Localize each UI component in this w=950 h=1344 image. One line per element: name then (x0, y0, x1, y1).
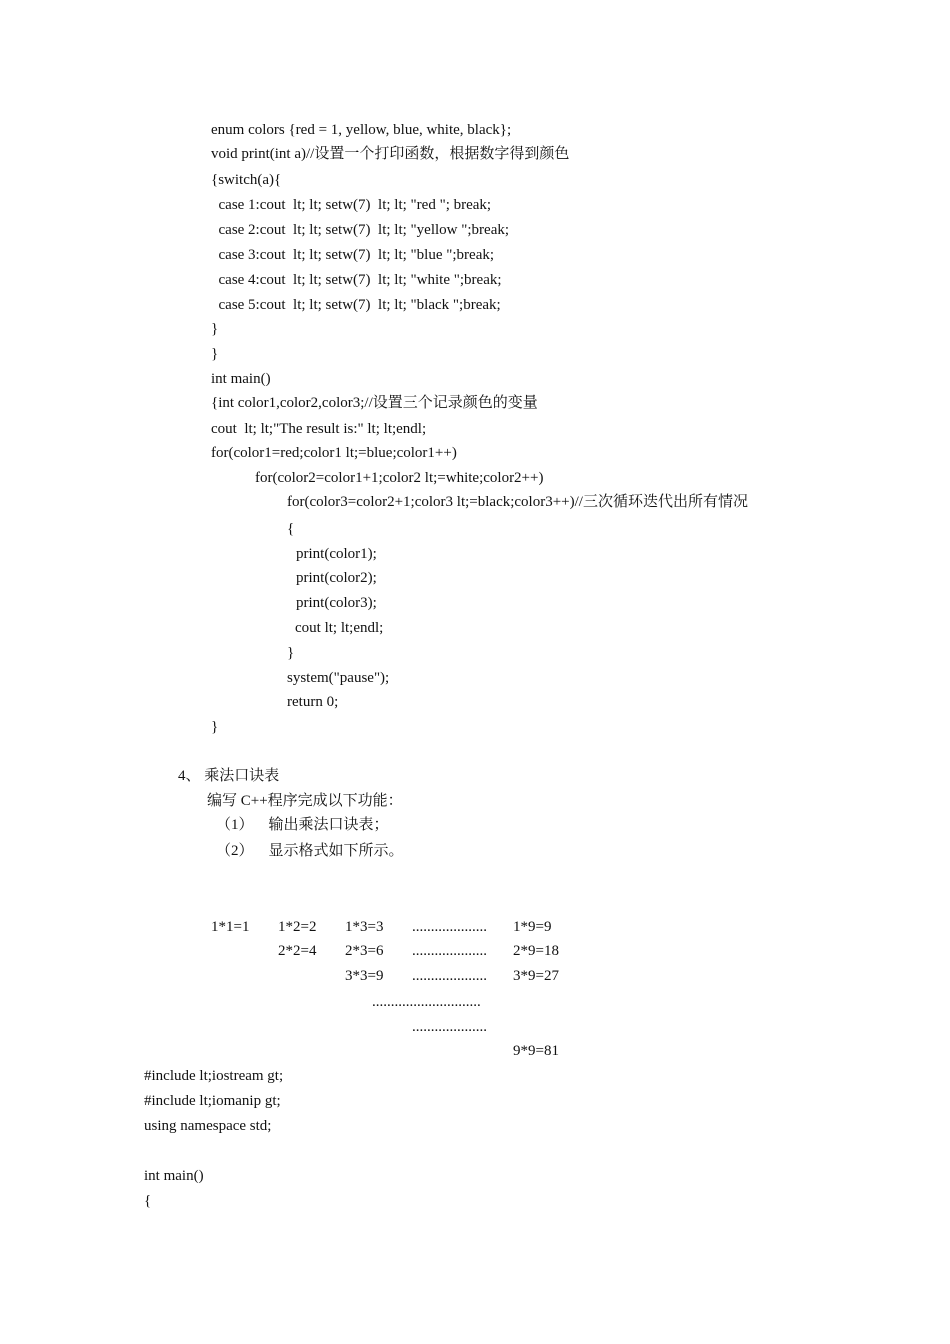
code-line: return 0; (287, 694, 339, 710)
code-line: int main() (211, 371, 271, 387)
code-line: #include lt;iomanip gt; (144, 1093, 281, 1109)
code-line: case 3:cout lt; lt; setw(7) lt; lt; "blue ";break; (211, 247, 495, 263)
code-line: enum colors {red = 1, yellow, blue, white, black}; (211, 122, 512, 138)
table-cell: 1*9=9 (513, 919, 552, 935)
list-item: （1） 输出乘法口诀表； (216, 817, 389, 833)
code-line: system("pause"); (287, 670, 390, 686)
table-cell: 2*9=18 (513, 943, 559, 959)
code-line: print(color2); (296, 570, 377, 586)
code-line: } (211, 346, 219, 362)
section-intro: 编写 C++程序完成以下功能： (207, 793, 403, 809)
code-line: } (287, 645, 295, 661)
code-line: int main() (144, 1168, 204, 1184)
code-line: } (211, 719, 219, 735)
code-line: cout lt; lt;"The result is:" lt; lt;endl; (211, 421, 427, 437)
code-line: case 2:cout lt; lt; setw(7) lt; lt; "yellow ";break; (211, 222, 510, 238)
table-cell: 3*3=9 (345, 968, 384, 984)
code-line: print(color1); (296, 546, 377, 562)
code-line: {int color1,color2,color3;//设置三个记录颜色的变量 (211, 395, 538, 411)
code-line: print(color3); (296, 595, 377, 611)
table-cell: 9*9=81 (513, 1043, 559, 1059)
code-line: { (144, 1193, 152, 1209)
table-cell: .................... (412, 919, 487, 935)
table-cell: 1*2=2 (278, 919, 317, 935)
table-cell: 1*3=3 (345, 919, 384, 935)
code-line: cout lt; lt;endl; (295, 620, 384, 636)
table-cell: .................... (412, 943, 487, 959)
table-cell: .................... (412, 1019, 487, 1035)
table-cell: 2*2=4 (278, 943, 317, 959)
code-line: {switch(a){ (211, 172, 282, 188)
code-line: using namespace std; (144, 1118, 272, 1134)
code-line: void print(int a)//设置一个打印函数，根据数字得到颜色 (211, 146, 570, 162)
table-cell: ............................. (372, 994, 481, 1010)
code-line: for(color1=red;color1 lt;=blue;color1++) (211, 445, 457, 461)
code-line: #include lt;iostream gt; (144, 1068, 284, 1084)
section-heading: 4、 乘法口诀表 (178, 768, 280, 784)
code-line: } (211, 321, 219, 337)
code-line: case 5:cout lt; lt; setw(7) lt; lt; "black ";break; (211, 297, 501, 313)
table-cell: 1*1=1 (211, 919, 250, 935)
table-cell: 3*9=27 (513, 968, 559, 984)
table-cell: 2*3=6 (345, 943, 384, 959)
code-line: case 4:cout lt; lt; setw(7) lt; lt; "white ";break; (211, 272, 502, 288)
code-line: { (287, 521, 295, 537)
code-line: for(color3=color2+1;color3 lt;=black;color3++)//三次循环迭代出所有情况 (287, 494, 748, 510)
code-line: for(color2=color1+1;color2 lt;=white;color2++) (255, 470, 544, 486)
table-cell: .................... (412, 968, 487, 984)
list-item: （2） 显示格式如下所示。 (216, 843, 404, 859)
code-line: case 1:cout lt; lt; setw(7) lt; lt; "red "; break; (211, 197, 492, 213)
